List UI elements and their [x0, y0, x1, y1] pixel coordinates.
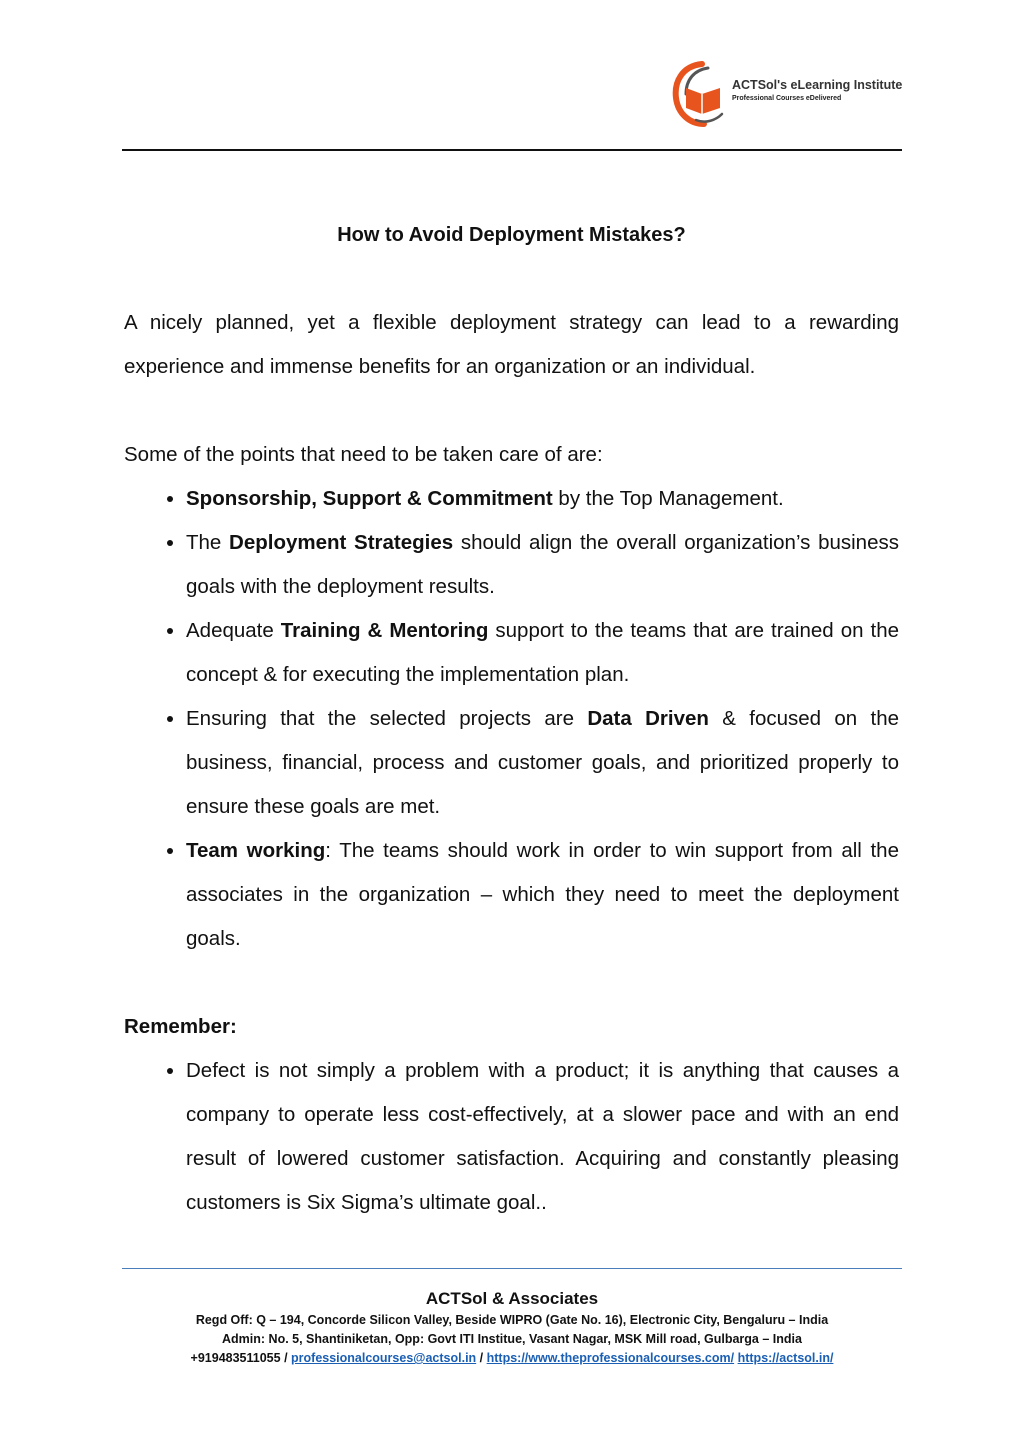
list-item: • Ensuring that the selected projects are Data Driven & focused on the business, financial, process and customer goals, and prioritized properly to ensure these goals are met. [186, 697, 899, 829]
remember-list [124, 1049, 899, 1225]
article-title: How to Avoid Deployment Mistakes? [337, 224, 686, 246]
open-book-logo-icon [672, 58, 728, 128]
footer-phone: +919483511055 [190, 1351, 281, 1365]
footer-email-link[interactable]: professionalcourses@actsol.in [291, 1351, 477, 1365]
footer-company: ACTSol & Associates [425, 1289, 599, 1308]
footer-website-link[interactable]: https://www.theprofessionalcourses.com/ [486, 1351, 735, 1365]
footer [100, 1287, 924, 1368]
footer-website-link-2[interactable]: https://actsol.in/ [737, 1351, 834, 1365]
list-item: • Defect is not simply a problem with a product; it is anything that causes a company to operate less cost-effectively, at a slower pace and with an end result of lowered customer satisfaction. Acquiring and constantly pleasing customers is Six Sigma’s ultimate goal.. [186, 1049, 899, 1225]
footer-registered-office: Regd Off: Q – 194, Concorde Silicon Valley, Beside WIPRO (Gate No. 16), Electronic City, Bengaluru – India [195, 1313, 829, 1327]
logo-title: ACTSol's eLearning Institute [732, 78, 903, 92]
header-divider [122, 149, 902, 151]
remember-heading: Remember: [124, 1015, 237, 1038]
logo-subtitle: Professional Courses eDelivered [732, 95, 842, 102]
intro-paragraph: A nicely planned, yet a flexible deployment strategy can lead to a rewarding experience and immense benefits for an organization or an individual. [124, 311, 899, 378]
list-item: • Team working: The teams should work in order to win support from all the associates in the organization – which they need to meet the deployment goals. [186, 829, 899, 961]
points-list [124, 477, 899, 961]
article-body [124, 213, 899, 1225]
list-item: • Sponsorship, Support & Commitment by the Top Management. [186, 477, 899, 521]
footer-admin-office: Admin: No. 5, Shantiniketan, Opp: Govt ITI Institue, Vasant Nagar, MSK Mill road, Gulbarga – India [222, 1332, 802, 1346]
points-lead: Some of the points that need to be taken care of are: [124, 443, 603, 466]
institute-logo [672, 58, 912, 128]
footer-contacts: +919483511055 / professionalcourses@actsol.in / https://www.theprofessionalcourses.com/ https://actsol.in/ [190, 1351, 834, 1365]
list-item: • The Deployment Strategies should align the overall organization’s business goals with the deployment results. [186, 521, 899, 609]
footer-divider [122, 1268, 902, 1269]
list-item: • Adequate Training & Mentoring support to the teams that are trained on the concept & for executing the implementation plan. [186, 609, 899, 697]
